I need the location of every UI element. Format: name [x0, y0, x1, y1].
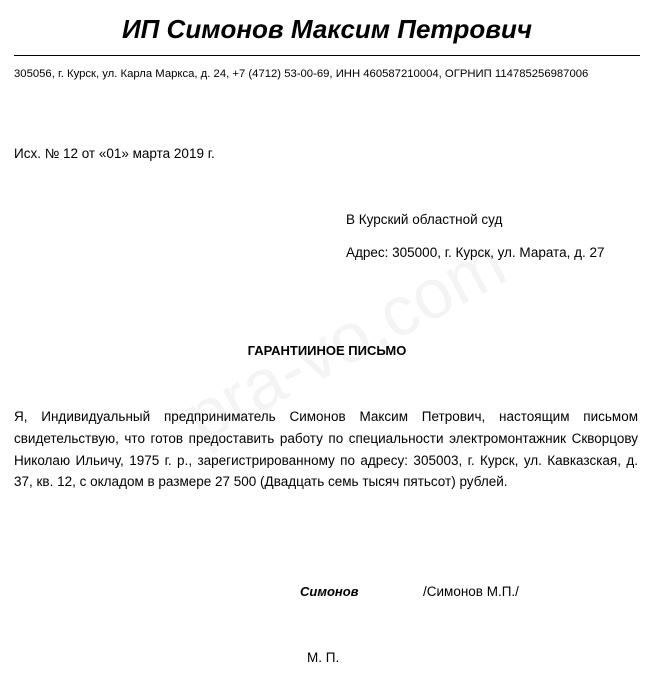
requisites-line: 305056, г. Курск, ул. Карла Маркса, д. 24, +7 (4712) 53-00-69, ИНН 460587210004, ОГРНИП 114785256987006: [14, 68, 589, 80]
outgoing-reference: Исх. № 12 от «01» марта 2019 г.: [14, 146, 215, 161]
signature: Симонов: [300, 584, 359, 599]
signature-name: /Симонов М.П./: [423, 584, 519, 599]
document-header-title: ИП Симонов Максим Петрович: [121, 14, 533, 44]
header-divider: [14, 55, 640, 56]
stamp-place: М. П.: [307, 650, 340, 665]
letter-body: Я, Индивидуальный предприниматель Симонов Максим Петрович, настоящим письмом свидетельствую, что готов предоставить работу по специальности электромонтажник Скворцову Николаю Ильичу, 1975 г. р., зарегистрированному по адресу: 305003, г. Курск, ул. Кавказская, д. 37, кв. 12, с окладом в размере 27 500 (Двадцать семь тысяч пятьсот) рублей.: [14, 409, 638, 490]
addressee-address: Адрес: 305000, г. Курск, ул. Марата, д. 27: [346, 245, 605, 260]
letter-title: ГАРАНТИИНОЕ ПИСЬМО: [247, 343, 407, 358]
addressee-name: В Курский областной суд: [346, 212, 503, 227]
